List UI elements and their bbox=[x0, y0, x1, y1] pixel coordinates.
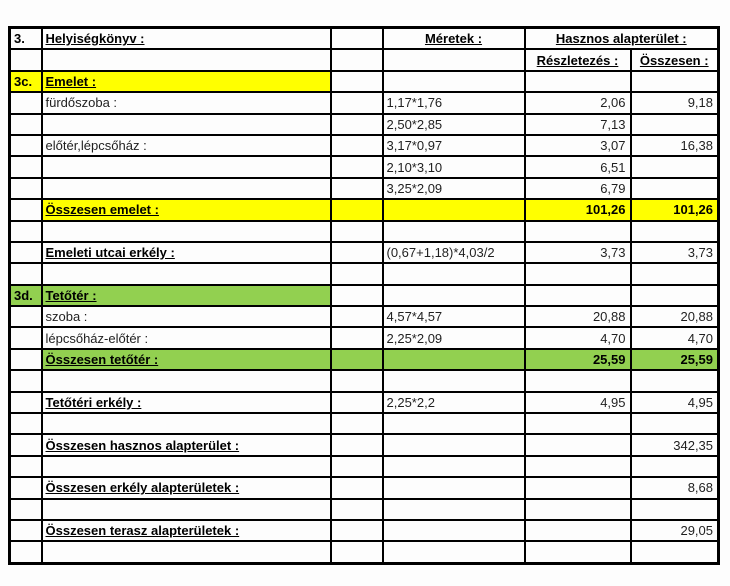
cell-total-value[interactable] bbox=[631, 156, 719, 177]
cell-spacer[interactable] bbox=[331, 156, 383, 177]
cell-spacer[interactable] bbox=[331, 221, 383, 242]
cell-number[interactable] bbox=[10, 221, 42, 242]
cell-detail-value[interactable] bbox=[525, 413, 631, 434]
cell-label[interactable]: Összesen terasz alapterületek : bbox=[42, 520, 331, 541]
cell-spacer[interactable] bbox=[331, 541, 383, 563]
cell-detail-value[interactable] bbox=[525, 370, 631, 391]
cell-dimensions[interactable] bbox=[383, 370, 525, 391]
cell-spacer[interactable] bbox=[331, 499, 383, 520]
table-row bbox=[10, 434, 719, 455]
table-row bbox=[10, 263, 719, 284]
cell-detail-value[interactable] bbox=[525, 541, 631, 563]
cell-detail-value[interactable]: 7,13 bbox=[525, 114, 631, 135]
cell-total-value[interactable]: 29,05 bbox=[631, 520, 719, 541]
cell-total-value[interactable] bbox=[631, 413, 719, 434]
table-row bbox=[10, 306, 719, 327]
cell-total-value[interactable] bbox=[631, 221, 719, 242]
cell-spacer[interactable] bbox=[331, 71, 383, 92]
cell-spacer[interactable] bbox=[331, 263, 383, 284]
cell-total-value[interactable] bbox=[631, 71, 719, 92]
cell-detail-value[interactable]: 3,07 bbox=[525, 135, 631, 156]
cell-dimensions[interactable] bbox=[383, 541, 525, 563]
cell-total-value[interactable] bbox=[631, 456, 719, 477]
cell-number[interactable] bbox=[10, 114, 42, 135]
cell-label[interactable]: előtér,lépcsőház : bbox=[42, 135, 331, 156]
cell-label[interactable]: Emeleti utcai erkély : bbox=[42, 242, 331, 263]
cell-total-value[interactable]: 16,38 bbox=[631, 135, 719, 156]
cell-number[interactable] bbox=[10, 178, 42, 199]
cell-dimensions[interactable]: 2,10*3,10 bbox=[383, 156, 525, 177]
cell-hasznos-header[interactable]: Hasznos alapterület : bbox=[525, 28, 719, 50]
cell-total-value[interactable]: 3,73 bbox=[631, 242, 719, 263]
cell-section-number[interactable]: 3. bbox=[10, 28, 42, 50]
cell-detail-value[interactable]: 101,26 bbox=[525, 199, 631, 220]
cell-osszesen-header[interactable]: Összesen : bbox=[631, 49, 719, 70]
cell-total-value[interactable]: 4,70 bbox=[631, 327, 719, 348]
cell-spacer[interactable] bbox=[331, 306, 383, 327]
cell-detail-value[interactable] bbox=[525, 434, 631, 455]
cell-detail-value[interactable]: 4,70 bbox=[525, 327, 631, 348]
table-row bbox=[10, 114, 719, 135]
table-row bbox=[10, 456, 719, 477]
table-row bbox=[10, 499, 719, 520]
cell-dimensions[interactable]: 1,17*1,76 bbox=[383, 92, 525, 113]
cell-detail-value[interactable]: 6,51 bbox=[525, 156, 631, 177]
cell-number[interactable] bbox=[10, 370, 42, 391]
cell-dimensions[interactable] bbox=[383, 520, 525, 541]
cell-number[interactable] bbox=[10, 242, 42, 263]
cell-dimensions[interactable] bbox=[383, 199, 525, 220]
cell-spacer[interactable] bbox=[331, 413, 383, 434]
table-row bbox=[10, 92, 719, 113]
cell-number[interactable] bbox=[10, 156, 42, 177]
cell-dimensions[interactable]: (0,67+1,18)*4,03/2 bbox=[383, 242, 525, 263]
cell-detail-value[interactable] bbox=[525, 499, 631, 520]
cell-number[interactable]: 3c. bbox=[10, 71, 42, 92]
cell-detail-value[interactable]: 2,06 bbox=[525, 92, 631, 113]
table-body bbox=[10, 28, 719, 564]
cell-dimensions[interactable] bbox=[383, 349, 525, 370]
cell-label[interactable] bbox=[42, 156, 331, 177]
cell-dimensions[interactable]: 2,25*2,09 bbox=[383, 327, 525, 348]
cell-total-value[interactable]: 25,59 bbox=[631, 349, 719, 370]
cell-spacer[interactable] bbox=[331, 327, 383, 348]
table-row bbox=[10, 541, 719, 563]
cell-label[interactable]: Összesen hasznos alapterület : bbox=[42, 434, 331, 455]
cell-label[interactable]: Tetőtéri erkély : bbox=[42, 392, 331, 413]
cell-label[interactable] bbox=[42, 541, 331, 563]
cell-total-value[interactable]: 4,95 bbox=[631, 392, 719, 413]
cell-spacer[interactable] bbox=[331, 49, 383, 70]
cell-spacer[interactable] bbox=[331, 92, 383, 113]
cell-spacer[interactable] bbox=[331, 285, 383, 306]
cell-label[interactable]: Összesen erkély alapterületek : bbox=[42, 477, 331, 498]
cell-dimensions[interactable] bbox=[383, 285, 525, 306]
table-row bbox=[10, 221, 719, 242]
cell-label[interactable] bbox=[42, 221, 331, 242]
cell-spacer[interactable] bbox=[331, 370, 383, 391]
table-row bbox=[10, 477, 719, 498]
cell-label[interactable]: fürdőszoba : bbox=[42, 92, 331, 113]
cell-total-value[interactable]: 342,35 bbox=[631, 434, 719, 455]
cell-detail-value[interactable]: 3,73 bbox=[525, 242, 631, 263]
cell-dimensions[interactable] bbox=[383, 499, 525, 520]
cell-dimensions[interactable] bbox=[383, 263, 525, 284]
cell-detail-value[interactable] bbox=[525, 71, 631, 92]
cell-spacer[interactable] bbox=[331, 520, 383, 541]
table-row bbox=[10, 370, 719, 391]
cell-number[interactable] bbox=[10, 199, 42, 220]
cell-spacer[interactable] bbox=[331, 135, 383, 156]
cell-label[interactable] bbox=[42, 456, 331, 477]
cell-label[interactable] bbox=[42, 370, 331, 391]
table-row bbox=[10, 327, 719, 348]
cell-spacer[interactable] bbox=[331, 242, 383, 263]
cell-number[interactable] bbox=[10, 413, 42, 434]
cell-label[interactable]: Összesen emelet : bbox=[42, 199, 331, 220]
cell-spacer[interactable] bbox=[331, 392, 383, 413]
room-book-table bbox=[8, 26, 720, 565]
cell-number[interactable] bbox=[10, 92, 42, 113]
cell-dimensions[interactable]: 2,50*2,85 bbox=[383, 114, 525, 135]
cell-detail-value[interactable] bbox=[525, 456, 631, 477]
cell-number[interactable] bbox=[10, 541, 42, 563]
cell-spacer[interactable] bbox=[10, 49, 42, 70]
cell-detail-value[interactable] bbox=[525, 285, 631, 306]
cell-spacer[interactable] bbox=[331, 456, 383, 477]
cell-total-value[interactable]: 8,68 bbox=[631, 477, 719, 498]
cell-dimensions[interactable]: 4,57*4,57 bbox=[383, 306, 525, 327]
cell-total-value[interactable] bbox=[631, 541, 719, 563]
cell-meretek-header[interactable]: Méretek : bbox=[383, 28, 525, 50]
cell-label[interactable] bbox=[42, 178, 331, 199]
cell-number[interactable] bbox=[10, 135, 42, 156]
cell-detail-value[interactable] bbox=[525, 221, 631, 242]
cell-total-value[interactable] bbox=[631, 285, 719, 306]
cell-detail-value[interactable]: 6,79 bbox=[525, 178, 631, 199]
cell-label[interactable] bbox=[42, 413, 331, 434]
cell-dimensions[interactable]: 3,25*2,09 bbox=[383, 178, 525, 199]
cell-spacer[interactable] bbox=[331, 349, 383, 370]
cell-spacer[interactable] bbox=[331, 199, 383, 220]
table-row bbox=[10, 285, 719, 306]
cell-number[interactable] bbox=[10, 499, 42, 520]
table-row bbox=[10, 135, 719, 156]
table-row bbox=[10, 242, 719, 263]
cell-label[interactable] bbox=[42, 499, 331, 520]
cell-detail-value[interactable]: 25,59 bbox=[525, 349, 631, 370]
cell-total-value[interactable]: 101,26 bbox=[631, 199, 719, 220]
cell-detail-value[interactable] bbox=[525, 477, 631, 498]
cell-label[interactable]: Tetőtér : bbox=[42, 285, 331, 306]
cell-reszletezes-header[interactable]: Részletezés : bbox=[525, 49, 631, 70]
cell-detail-value[interactable] bbox=[525, 520, 631, 541]
cell-dimensions[interactable] bbox=[383, 456, 525, 477]
cell-number[interactable] bbox=[10, 477, 42, 498]
cell-dimensions[interactable]: 3,17*0,97 bbox=[383, 135, 525, 156]
cell-spacer[interactable] bbox=[331, 28, 383, 50]
cell-detail-value[interactable]: 4,95 bbox=[525, 392, 631, 413]
cell-number[interactable] bbox=[10, 520, 42, 541]
cell-spacer[interactable] bbox=[331, 178, 383, 199]
cell-dimensions[interactable] bbox=[383, 413, 525, 434]
cell-number[interactable] bbox=[10, 263, 42, 284]
header-row-1 bbox=[10, 28, 719, 50]
table-row bbox=[10, 520, 719, 541]
cell-label[interactable] bbox=[42, 263, 331, 284]
cell-spacer[interactable] bbox=[331, 114, 383, 135]
cell-number[interactable] bbox=[10, 392, 42, 413]
table-row bbox=[10, 71, 719, 92]
cell-number[interactable]: 3d. bbox=[10, 285, 42, 306]
cell-label[interactable]: lépcsőház-előtér : bbox=[42, 327, 331, 348]
table-row bbox=[10, 349, 719, 370]
cell-spacer[interactable] bbox=[42, 49, 331, 70]
cell-detail-value[interactable] bbox=[525, 263, 631, 284]
cell-total-value[interactable]: 9,18 bbox=[631, 92, 719, 113]
cell-number[interactable] bbox=[10, 434, 42, 455]
cell-dimensions[interactable] bbox=[383, 71, 525, 92]
cell-number[interactable] bbox=[10, 349, 42, 370]
cell-number[interactable] bbox=[10, 306, 42, 327]
cell-total-value[interactable]: 20,88 bbox=[631, 306, 719, 327]
table-row bbox=[10, 156, 719, 177]
cell-number[interactable] bbox=[10, 456, 42, 477]
cell-label[interactable]: Emelet : bbox=[42, 71, 331, 92]
cell-total-value[interactable] bbox=[631, 114, 719, 135]
cell-number[interactable] bbox=[10, 327, 42, 348]
cell-dimensions[interactable] bbox=[383, 477, 525, 498]
cell-label[interactable]: Összesen tetőtér : bbox=[42, 349, 331, 370]
cell-spacer[interactable] bbox=[331, 434, 383, 455]
cell-dimensions[interactable] bbox=[383, 221, 525, 242]
cell-dimensions[interactable]: 2,25*2,2 bbox=[383, 392, 525, 413]
cell-total-value[interactable] bbox=[631, 370, 719, 391]
cell-spacer[interactable] bbox=[383, 49, 525, 70]
cell-total-value[interactable] bbox=[631, 178, 719, 199]
cell-total-value[interactable] bbox=[631, 499, 719, 520]
cell-detail-value[interactable]: 20,88 bbox=[525, 306, 631, 327]
cell-spacer[interactable] bbox=[331, 477, 383, 498]
table-row bbox=[10, 178, 719, 199]
cell-dimensions[interactable] bbox=[383, 434, 525, 455]
header-row-2 bbox=[10, 49, 719, 70]
cell-label[interactable]: szoba : bbox=[42, 306, 331, 327]
table-row bbox=[10, 413, 719, 434]
cell-table-title[interactable]: Helyiségkönyv : bbox=[42, 28, 331, 50]
cell-total-value[interactable] bbox=[631, 263, 719, 284]
cell-label[interactable] bbox=[42, 114, 331, 135]
table-row bbox=[10, 199, 719, 220]
table-row bbox=[10, 392, 719, 413]
